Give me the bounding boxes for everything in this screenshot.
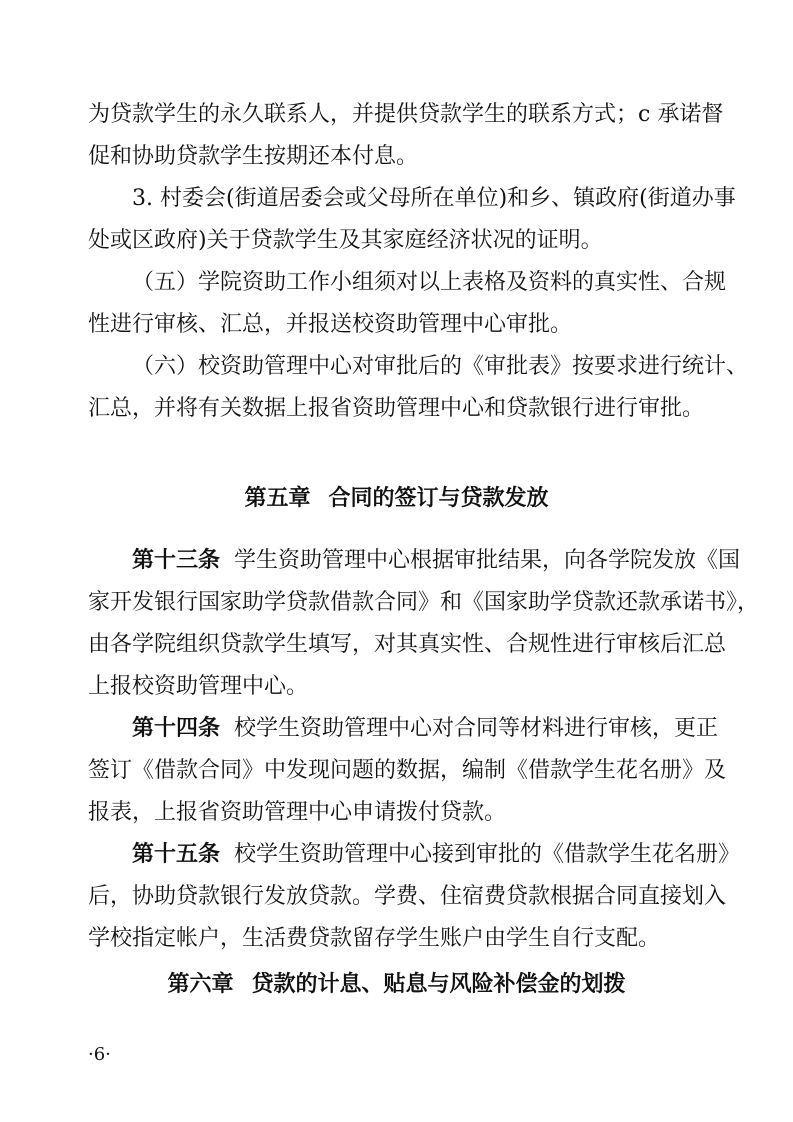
body-line: 后，协助贷款银行发放贷款。学费、住宿费贷款根据合同直接划入 <box>88 884 727 909</box>
body-line: 报表，上报省资助管理中心申请拨付贷款。 <box>88 800 507 825</box>
article-first-line <box>132 714 719 744</box>
chapter-number: 第五章 <box>244 486 311 511</box>
body-line: 学校指定帐户，生活费贷款留存学生账户由学生自行支配。 <box>88 926 661 951</box>
article-number: 第十五条 <box>132 842 221 867</box>
article-number: 第十三条 <box>132 548 221 573</box>
chapter-number: 第六章 <box>167 972 234 997</box>
article-number: 第十四条 <box>132 716 221 741</box>
chapter-heading <box>0 970 793 1000</box>
body-line: （六）校资助管理中心对审批后的《审批表》按要求进行统计、 <box>132 354 749 379</box>
article-text: 学生资助管理中心根据审批结果，向各学院发放《国 <box>234 548 741 573</box>
body-line: 上报校资助管理中心。 <box>88 674 309 699</box>
body-line: 家开发银行国家助学贷款借款合同》和《国家助学贷款还款承诺书》， <box>88 590 760 615</box>
chapter-title: 合同的签订与贷款发放 <box>328 486 549 511</box>
article-first-line <box>132 546 741 576</box>
article-first-line <box>132 840 741 870</box>
body-line: （五）学院资助工作小组须对以上表格及资料的真实性、合规 <box>132 270 727 295</box>
article-text: 校学生资助管理中心对合同等材料进行审核，更正 <box>234 716 719 741</box>
body-line: 性进行审核、汇总，并报送校资助管理中心审批。 <box>88 312 573 337</box>
chapter-title: 贷款的计息、贴息与风险补偿金的划拨 <box>251 972 626 997</box>
body-line: 为贷款学生的永久联系人，并提供贷款学生的联系方式；c 承诺督 <box>88 102 724 127</box>
page-number: ·6· <box>88 1044 111 1065</box>
body-line: 由各学院组织贷款学生填写，对其真实性、合规性进行审核后汇总 <box>88 632 727 657</box>
body-line: 促和协助贷款学生按期还本付息。 <box>88 144 419 169</box>
body-line: 处或区政府)关于贷款学生及其家庭经济状况的证明。 <box>88 228 603 253</box>
article-text: 校学生资助管理中心接到审批的《借款学生花名册》 <box>234 842 741 867</box>
body-line: 汇总，并将有关数据上报省资助管理中心和贷款银行进行审批。 <box>88 396 705 421</box>
body-line: 签订《借款合同》中发现问题的数据，编制《借款学生花名册》及 <box>88 758 727 783</box>
chapter-heading <box>0 484 793 514</box>
body-line: 3. 村委会(街道居委会或父母所在单位)和乡、镇政府(街道办事 <box>132 186 736 211</box>
